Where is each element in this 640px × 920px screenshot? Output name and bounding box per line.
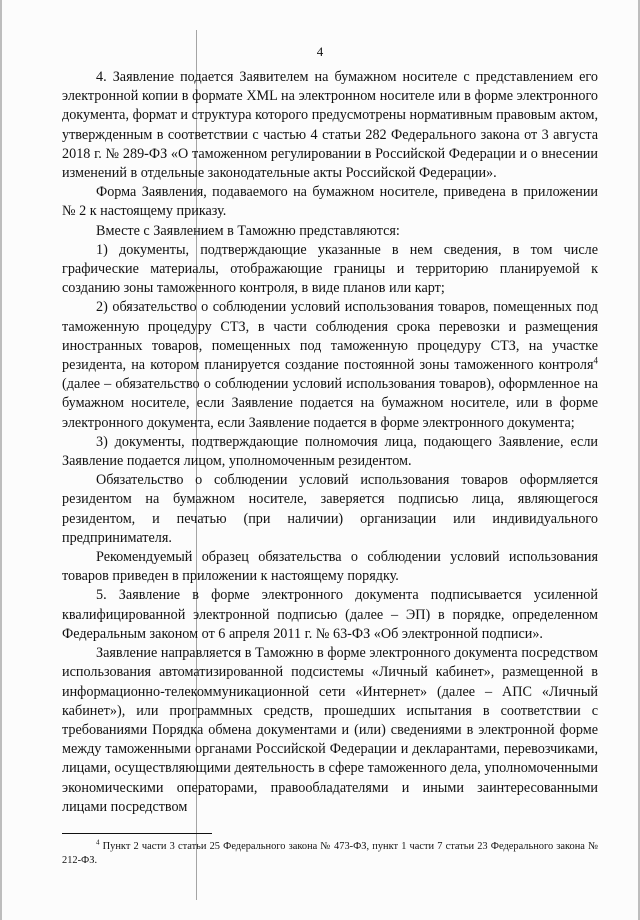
paragraph-list-2-text-cont: (далее – обязательство о соблюдении условий использования товаров), оформленное на бумажном носителе, если Заявление подается на бумажном носителе, или в форме электронного документа, если Заявление подается в форме электронного документа; xyxy=(62,376,598,431)
paragraph-submitted-with: Вместе с Заявлением в Таможню представляются: xyxy=(96,222,400,239)
footnote-text: Пункт 2 части 3 статьи 25 Федерального закона № 473-ФЗ, пункт 1 части 7 статьи 23 Федерального закона № 212-ФЗ. xyxy=(62,841,598,866)
paragraph-list-2-text: 2) обязательство о соблюдении условий использования товаров, помещенных под таможенную процедуру СТЗ, в части соблюдения срока перевозки и размещения иностранных товаров, помещенных под таможенную процедуру СТЗ, на участке резидента, на котором планируется создание постоянной зоны таможенного контроля xyxy=(62,299,598,374)
footnote-reference: 4 xyxy=(593,355,598,366)
paragraph-item-5: 5. Заявление в форме электронного документа подписывается усиленной квалифицированной электронной подписью (далее – ЭП) в порядке, определенном Федеральным законом от 6 апреля 2011 г. № 63-ФЗ «Об электронной подписи». xyxy=(62,587,598,642)
paragraph-sample: Рекомендуемый образец обязательства о соблюдении условий использования товаров приведен в приложении к настоящему порядку. xyxy=(62,549,598,585)
paragraph-obligation: Обязательство о соблюдении условий использования товаров оформляется резидентом на бумажном носителе, заверяется подписью лица, являющегося резидентом, и печатью (при наличии) организации или индивидуального предпринимателя. xyxy=(62,472,598,546)
paragraph-list-3: 3) документы, подтверждающие полномочия лица, подающего Заявление, если Заявление подается лицом, уполномоченным резидентом. xyxy=(62,433,598,470)
scan-left-edge xyxy=(0,0,2,920)
paragraph-list-2 xyxy=(62,298,598,432)
paragraph-item-4: 4. Заявление подается Заявителем на бумажном носителе с представлением его электронной копии в формате XML на электронном носителе или в форме электронного документа, формат и структура которого предусмотрены нормативным правовым актом, утвержденным в соответствии с частью 4 статьи 282 Федерального закона от 3 августа 2018 г. № 289-ФЗ «О таможенном регулировании в Российской Федерации и о внесении изменений в отдельные законодательные акты Российской Федерации». xyxy=(62,69,598,182)
paragraph-list-1: 1) документы, подтверждающие указанные в нем сведения, в том числе графические материалы, отображающие границы и территорию планируемой к созданию зоны таможенного контроля, в виде планов или карт; xyxy=(62,241,598,297)
page-number: 4 xyxy=(316,44,324,59)
paragraph-form-reference: Форма Заявления, подаваемого на бумажном носителе, приведена в приложении № 2 к настоящему приказу. xyxy=(62,184,598,220)
body-text xyxy=(62,68,598,817)
footnote-divider xyxy=(62,833,212,834)
paragraph-sending: Заявление направляется в Таможню в форме электронного документа посредством использования автоматизированной подсистемы «Личный кабинет», размещенной в информационно-телекоммуникационной сети «Интернет» (далее – АПС «Личный кабинет»), или программных средств, прошедших испытания в соответствии с требованиями Порядка обмена документами и (или) сведениями в электронной форме между таможенными органами Российской Федерации и декларантами, перевозчиками, лицами, осуществляющими деятельность в сфере таможенного дела, уполномоченными экономическими операторами, правообладателями и иными заинтересованными лицами посредством xyxy=(62,645,598,815)
footnote-mark: 4 xyxy=(96,838,100,847)
footnote xyxy=(62,840,598,868)
